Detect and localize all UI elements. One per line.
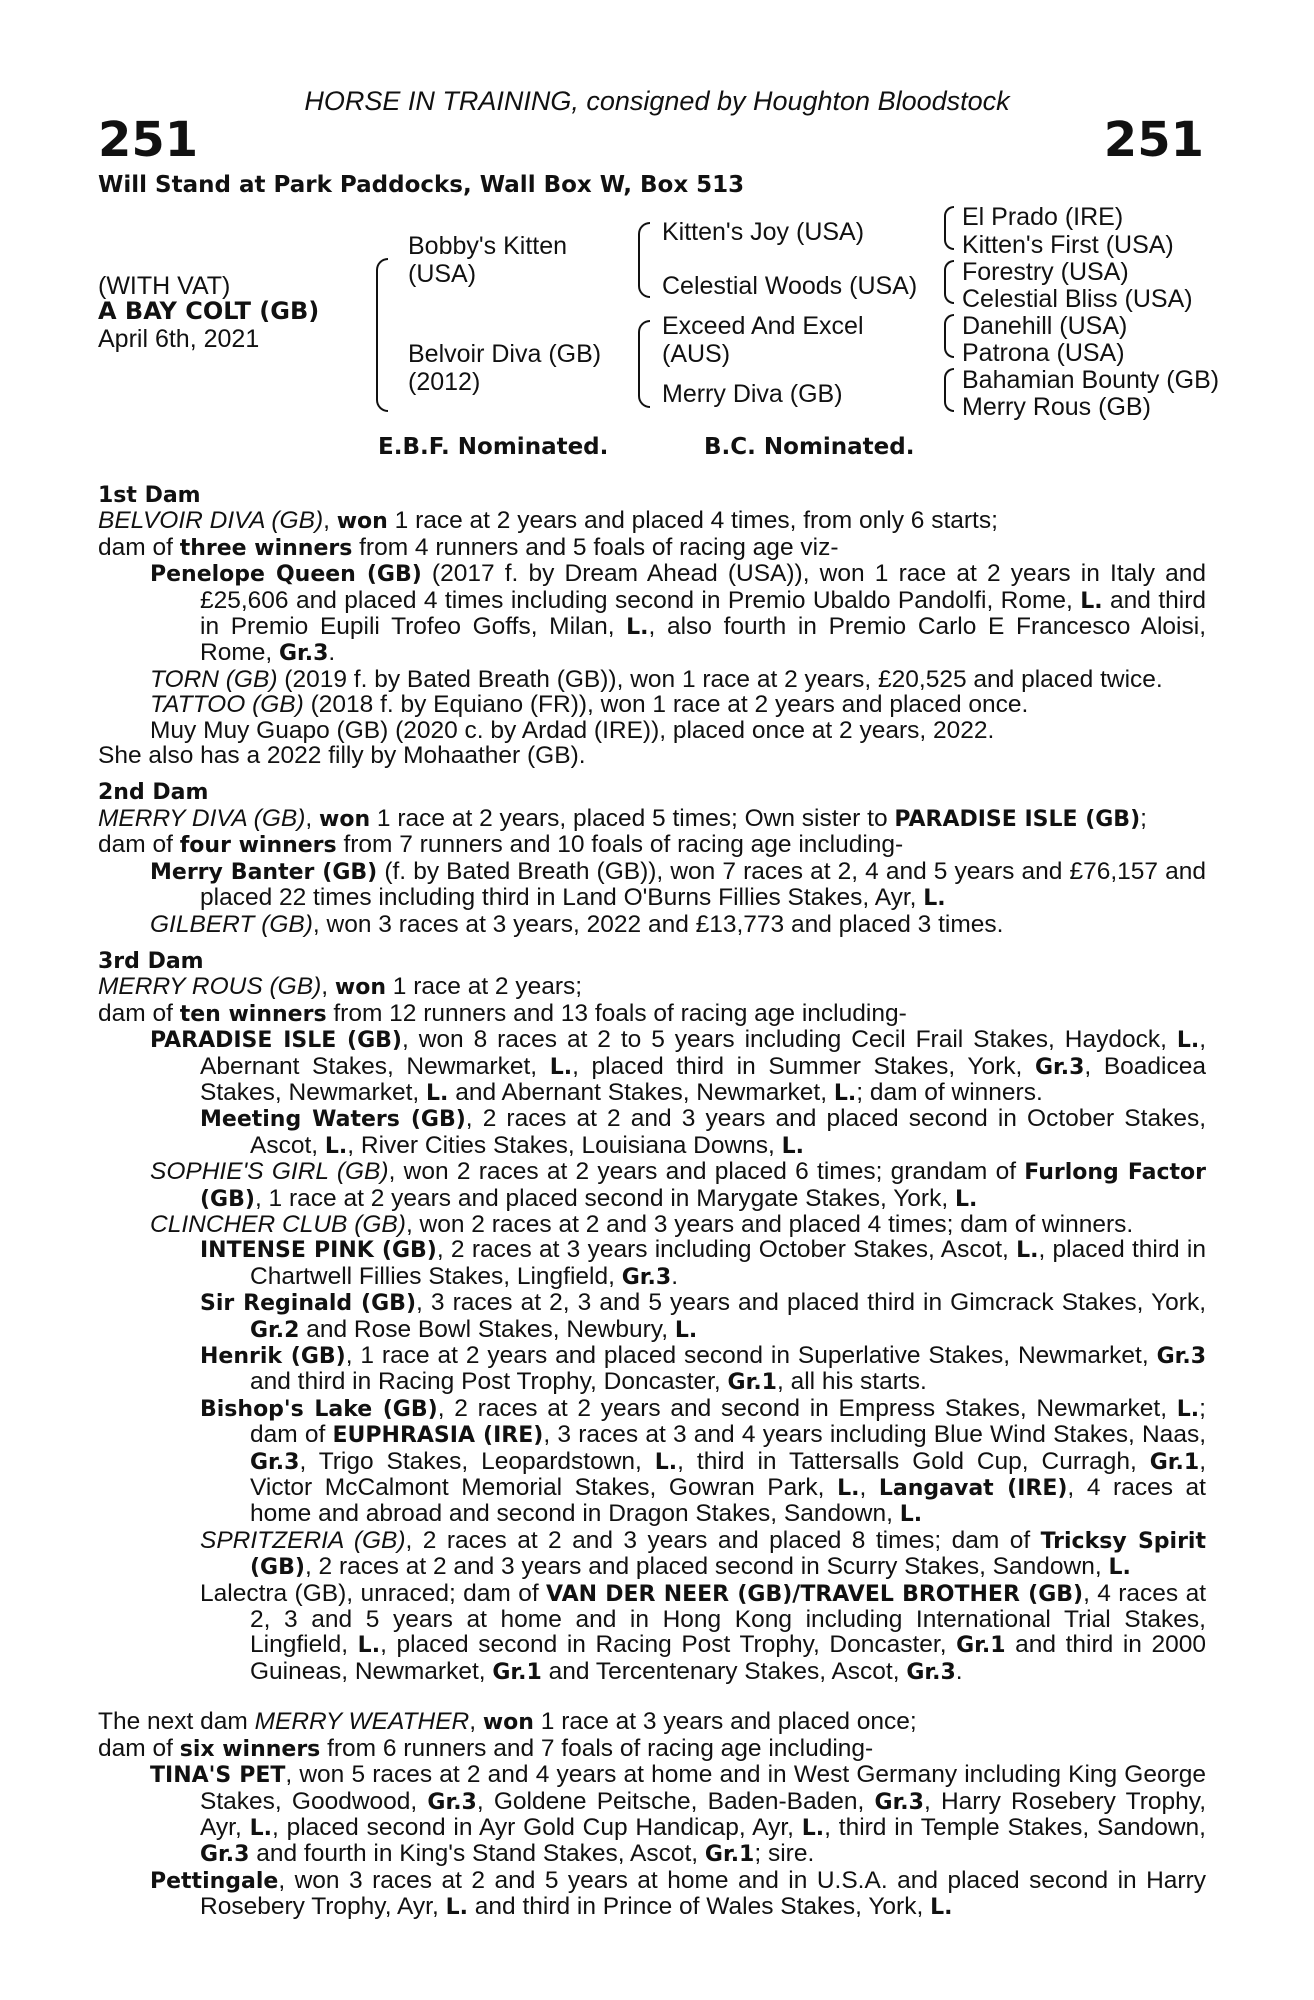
text-run: , won 2 races at 2 years and placed 6 times; grandam of: [388, 1158, 1025, 1186]
text-run: , placed third in Summer Stakes, York,: [572, 1052, 1035, 1080]
text-run: .: [328, 639, 336, 667]
text-run: Gr.3: [1156, 1344, 1206, 1369]
text-run: won: [334, 975, 386, 1001]
third-dam-produce-summary: [98, 1001, 1206, 1027]
text-run: Gr.1: [704, 1842, 755, 1868]
produce-entry: Muy Muy Guapo (GB) (2020 c. by Ardad (IRE)), placed once at 2 years, 2022.: [150, 716, 995, 744]
produce-entry: [150, 1868, 1206, 1921]
lot-number-right: 251: [1103, 112, 1204, 168]
text-run: , 3 races at 2, 3 and 5 years and placed third in Gimcrack Stakes, York,: [416, 1289, 1206, 1317]
text-run: 1 race at 3 years and placed once;: [533, 1708, 917, 1736]
text-run: , 4 races at home and abroad and second in Dragon Stakes, Sandown,: [250, 1474, 1206, 1528]
sire-name: Bobby's Kitten: [408, 232, 568, 260]
text-run: Sir Reginald (GB): [200, 1291, 416, 1317]
text-run: from 4 runners and 5 foals of racing age viz-: [352, 533, 839, 561]
text-run: L.: [445, 1895, 468, 1921]
pedigree-bracket: [944, 260, 954, 304]
text-run: L.: [549, 1054, 573, 1080]
text-run: 1 race at 2 years and placed 4 times, from only 6 starts;: [387, 507, 998, 535]
produce-entry: [200, 1290, 1206, 1343]
text-run: won: [482, 1710, 534, 1736]
text-run: , placed third in Chartwell Fillies Stakes, Lingfield,: [250, 1236, 1206, 1290]
text-run: ,: [323, 507, 337, 535]
text-run: , River Cities Stakes, Louisiana Downs,: [347, 1131, 782, 1159]
text-run: L.: [654, 1449, 678, 1475]
text-run: from 7 runners and 10 foals of racing age including-: [336, 831, 904, 859]
text-run: Gr.3: [621, 1264, 672, 1290]
text-run: six winners: [179, 1736, 321, 1762]
text-run: Gr.1: [1149, 1449, 1200, 1475]
text-run: .: [955, 1657, 963, 1685]
produce-entry: [150, 1027, 1206, 1106]
text-run: , 2 races at 2 and 3 years and placed 8 times; dam of: [405, 1526, 1041, 1554]
pedigree-bracket: [638, 320, 650, 408]
text-run: EUPHRASIA (IRE): [332, 1423, 544, 1449]
text-run: , 1 race at 2 years and placed second in Superlative Stakes, Newmarket,: [345, 1342, 1157, 1369]
g3-1: El Prado (IRE): [962, 203, 1124, 231]
produce-entry: [200, 1237, 1206, 1290]
text-run: , 3 races at 3 and 4 years including Blue Wind Stakes, Naas,: [543, 1421, 1206, 1449]
g3-6: Patrona (USA): [962, 339, 1125, 367]
g3-7: Bahamian Bounty (GB): [962, 366, 1220, 394]
g3-2: Kitten's First (USA): [962, 231, 1174, 259]
text-run: L.: [249, 1815, 272, 1841]
text-run: L.: [626, 615, 649, 641]
text-run: L.: [324, 1133, 348, 1159]
text-run: Gr.3: [200, 1842, 250, 1868]
text-run: Gr.3: [250, 1449, 300, 1475]
text-run: , 2 races at 2 and 3 years and placed second in Scurry Stakes, Sandown,: [304, 1553, 1109, 1581]
pedigree-bracket: [944, 368, 954, 412]
produce-entry: [150, 1159, 1206, 1212]
text-run: L.: [426, 1080, 449, 1106]
text-run: , 4 races at 2, 3 and 5 years at home and in Hong Kong including International Trial Stakes, Lingfield,: [250, 1579, 1206, 1659]
text-run: (2017 f. by Dream Ahead (USA)), won 1 race at 2 years in Italy and £25,606 and placed 4 times including second in Premio Ubaldo Pandolfi, Rome,: [200, 560, 1207, 614]
text-run: The next dam: [98, 1708, 255, 1736]
text-run: and third in Racing Post Trophy, Doncaster,: [250, 1368, 728, 1396]
text-run: L.: [781, 1133, 805, 1159]
pedigree-bracket: [376, 258, 388, 412]
produce-entry: [150, 667, 1206, 692]
text-run: SOPHIE'S GIRL (GB): [150, 1158, 389, 1186]
ebf-nomination: E.B.F. Nominated.: [378, 434, 609, 460]
dam-dam: Merry Diva (GB): [662, 380, 843, 408]
text-run: MERRY WEATHER: [254, 1708, 470, 1736]
produce-entry: [150, 912, 1206, 937]
text-run: , 2 races at 2 and 3 years and placed second in October Stakes, Ascot,: [250, 1105, 1206, 1159]
text-run: 1 race at 2 years, placed 5 times; Own sister to: [370, 804, 895, 832]
text-run: MERRY DIVA (GB): [98, 804, 306, 832]
text-run: Tricksy Spirit (GB): [250, 1528, 1206, 1581]
g3-3: Forestry (USA): [962, 258, 1129, 286]
text-run: , placed second in Racing Post Trophy, Doncaster,: [380, 1631, 957, 1659]
pedigree-bracket: [944, 314, 954, 358]
text-run: CLINCHER CLUB (GB): [150, 1210, 406, 1238]
text-run: L.: [1176, 1396, 1200, 1422]
text-run: and Rose Bowl Stakes, Newbury,: [299, 1315, 675, 1343]
text-run: , third in Tattersalls Gold Cup, Curragh,: [677, 1447, 1150, 1475]
text-run: L.: [801, 1815, 825, 1841]
text-run: Gr.3: [906, 1659, 956, 1685]
catalogue-body: [98, 483, 1206, 1921]
produce-entry: [200, 1396, 1206, 1528]
text-run: L.: [899, 1502, 923, 1528]
text-run: Gr.3: [874, 1789, 924, 1815]
text-run: from 6 runners and 7 foals of racing age including-: [320, 1734, 874, 1762]
text-run: Meeting Waters (GB): [200, 1107, 466, 1133]
second-dam-heading: 2nd Dam: [98, 780, 209, 806]
produce-entry: [150, 1212, 1206, 1237]
text-run: Merry Banter (GB): [150, 859, 378, 885]
text-run: ; dam of winners.: [856, 1078, 1043, 1106]
text-run: ;: [1140, 804, 1147, 832]
catalogue-header: HORSE IN TRAINING, consigned by Houghton Bloodstock: [304, 86, 1010, 116]
fourth-dam-produce-summary: [98, 1736, 1206, 1762]
text-run: GILBERT (GB): [150, 910, 313, 938]
second-dam-produce-summary: [98, 832, 1206, 858]
text-run: L.: [1080, 588, 1103, 614]
pedigree-bracket: [638, 222, 650, 298]
text-run: L.: [1016, 1238, 1039, 1264]
text-run: L.: [1176, 1028, 1200, 1054]
text-run: BELVOIR DIVA (GB): [98, 507, 324, 535]
produce-entry: [150, 692, 1206, 717]
dam-sire-name: Exceed And Excel: [662, 312, 864, 340]
text-run: , won 5 races at 2 and 4 years at home and in West Germany including King George Stakes, Goodwood,: [200, 1761, 1207, 1815]
text-run: four winners: [179, 833, 337, 859]
text-run: Gr.1: [956, 1633, 1006, 1659]
lot-number-left: 251: [98, 112, 199, 168]
text-run: and Abernant Stakes, Newmarket,: [448, 1078, 834, 1106]
text-run: ,: [305, 804, 320, 832]
third-dam-heading: 3rd Dam: [98, 948, 204, 974]
third-dam-summary: [98, 974, 1206, 1000]
text-run: ,: [469, 1708, 483, 1736]
text-run: (f. by Bated Breath (GB)), won 7 races at 2, 4 and 5 years and £76,157 and placed 22 times including third in Land O'Burns Fillies Stakes, Ayr,: [200, 857, 1207, 912]
foaling-date: April 6th, 2021: [98, 325, 260, 353]
sire-dam: Celestial Woods (USA): [662, 272, 918, 300]
text-run: L.: [837, 1476, 860, 1502]
dam-year: (2012): [408, 368, 481, 396]
text-run: ,: [859, 1474, 879, 1502]
text-run: , Victor McCalmont Memorial Stakes, Gowran Park,: [250, 1447, 1206, 1502]
text-run: , won 8 races at 2 to 5 years including Cecil Frail Stakes, Haydock,: [401, 1026, 1177, 1054]
text-run: Henrik (GB): [200, 1344, 346, 1369]
text-run: , third in Temple Stakes, Sandown,: [824, 1813, 1206, 1841]
g3-5: Danehill (USA): [962, 312, 1128, 340]
text-run: (2018 f. by Equiano (FR)), won 1 race at 2 years and placed once.: [303, 691, 1029, 719]
text-run: L.: [674, 1317, 698, 1343]
bc-nomination: B.C. Nominated.: [704, 434, 915, 460]
text-run: 1 race at 2 years;: [385, 973, 583, 1001]
text-run: and third in Premio Eupili Trofeo Goffs, Milan,: [200, 586, 1206, 641]
lot-name: A BAY COLT (GB): [98, 297, 320, 325]
text-run: and fourth in King's Stand Stakes, Ascot,: [249, 1840, 705, 1868]
produce-entry: [200, 1528, 1206, 1581]
text-run: , Trigo Stakes, Leopardstown,: [299, 1447, 655, 1475]
dam-sire: [662, 312, 864, 368]
produce-entry: [150, 561, 1206, 667]
text-run: Gr.3: [278, 641, 329, 667]
first-dam-produce-summary: [98, 535, 1206, 561]
text-run: dam of: [98, 533, 180, 561]
sire-origin: (USA): [408, 260, 477, 288]
dam: [408, 340, 601, 396]
first-dam-heading: 1st Dam: [98, 483, 201, 508]
dam-sire-origin: (AUS): [662, 340, 731, 368]
produce-entry: [150, 1762, 1206, 1868]
produce-entry: [200, 1581, 1206, 1686]
pedigree-bracket: [944, 206, 954, 250]
text-run: L.: [923, 886, 946, 912]
text-run: Lalectra (GB), unraced; dam of: [200, 1579, 547, 1607]
text-run: TORN (GB): [150, 665, 278, 693]
text-run: L.: [930, 1895, 953, 1921]
text-run: , Abernant Stakes, Newmarket,: [200, 1026, 1207, 1080]
text-run: Langavat (IRE): [878, 1476, 1068, 1502]
produce-entry: [150, 859, 1206, 912]
second-dam-summary: [98, 806, 1206, 832]
text-run: VAN DER NEER (GB)/TRAVEL BROTHER (GB): [546, 1581, 1084, 1607]
produce-entry: [200, 1106, 1206, 1159]
text-run: Penelope Queen (GB): [150, 562, 422, 588]
text-run: dam of: [98, 1734, 180, 1762]
sire: [408, 232, 567, 288]
text-run: and third in 2000 Guineas, Newmarket,: [250, 1631, 1206, 1685]
text-run: and Tercentenary Stakes, Ascot,: [541, 1657, 907, 1685]
text-run: (2019 f. by Bated Breath (GB)), won 1 race at 2 years, £20,525 and placed twice.: [277, 665, 1163, 693]
text-run: Gr.3: [427, 1789, 477, 1815]
text-run: dam of: [98, 999, 180, 1027]
text-run: MERRY ROUS (GB): [98, 973, 322, 1001]
text-run: dam of: [98, 831, 180, 859]
produce-note: She also has a 2022 filly by Mohaather (GB).: [98, 742, 586, 770]
text-run: , also fourth in Premio Carlo E Francesco Aloisi, Rome,: [200, 613, 1207, 667]
text-run: won: [319, 806, 371, 832]
g3-4: Celestial Bliss (USA): [962, 285, 1193, 313]
stabling-location: Will Stand at Park Paddocks, Wall Box W, Box 513: [98, 172, 745, 198]
text-run: SPRITZERIA (GB): [200, 1526, 406, 1554]
text-run: and third in Prince of Wales Stakes, York,: [467, 1893, 931, 1921]
text-run: ,: [321, 973, 335, 1001]
text-run: INTENSE PINK (GB): [200, 1238, 437, 1264]
text-run: , all his starts.: [776, 1368, 927, 1396]
text-run: L.: [1108, 1555, 1131, 1581]
first-dam-summary: [98, 508, 1206, 534]
text-run: Gr.1: [727, 1370, 777, 1396]
text-run: PARADISE ISLE (GB): [150, 1028, 402, 1054]
text-run: , 1 race at 2 years and placed second in Marygate Stakes, York,: [254, 1184, 955, 1212]
text-run: , placed second in Ayr Gold Cup Handicap, Ayr,: [271, 1813, 802, 1841]
produce-entry: [200, 1343, 1206, 1396]
text-run: Gr.3: [1034, 1054, 1085, 1080]
text-run: , won 3 races at 3 years, 2022 and £13,773 and placed 3 times.: [312, 910, 1004, 938]
text-run: PARADISE ISLE (GB): [894, 806, 1141, 832]
text-run: , Harry Rosebery Trophy, Ayr,: [200, 1787, 1207, 1841]
fourth-dam-summary: [98, 1709, 1206, 1735]
text-run: TINA'S PET: [150, 1763, 286, 1789]
dam-name: Belvoir Diva (GB): [408, 340, 602, 368]
vat-note: (WITH VAT): [98, 272, 231, 300]
text-run: Bishop's Lake (GB): [200, 1396, 438, 1422]
text-run: , won 2 races at 2 and 3 years and placed 4 times; dam of winners.: [405, 1210, 1134, 1238]
text-run: ; dam of: [250, 1394, 1206, 1449]
text-run: ; sire.: [754, 1840, 815, 1868]
text-run: won: [336, 509, 388, 535]
text-run: , Boadicea Stakes, Newmarket,: [200, 1052, 1206, 1106]
text-run: from 12 runners and 13 foals of racing age including-: [326, 999, 907, 1027]
text-run: Gr.2: [250, 1317, 300, 1343]
text-run: , 2 races at 2 years and second in Empress Stakes, Newmarket,: [437, 1394, 1177, 1422]
text-run: L.: [833, 1080, 857, 1106]
text-run: L.: [954, 1186, 978, 1212]
text-run: TATTOO (GB): [150, 691, 304, 719]
text-run: , won 3 races at 2 and 5 years at home and in U.S.A. and placed second in Harry Rosebery Trophy, Ayr,: [200, 1866, 1206, 1921]
text-run: Pettingale: [150, 1868, 279, 1894]
g3-8: Merry Rous (GB): [962, 393, 1151, 421]
text-run: , 2 races at 3 years including October Stakes, Ascot,: [436, 1236, 1017, 1264]
text-run: .: [671, 1262, 678, 1290]
text-run: , Goldene Peitsche, Baden-Baden,: [476, 1787, 875, 1815]
text-run: three winners: [179, 535, 353, 561]
sire-sire: Kitten's Joy (USA): [662, 218, 865, 246]
text-run: ten winners: [179, 1001, 327, 1027]
text-run: Furlong Factor (GB): [200, 1160, 1207, 1212]
text-run: Gr.1: [492, 1659, 542, 1685]
text-run: L.: [357, 1633, 381, 1659]
